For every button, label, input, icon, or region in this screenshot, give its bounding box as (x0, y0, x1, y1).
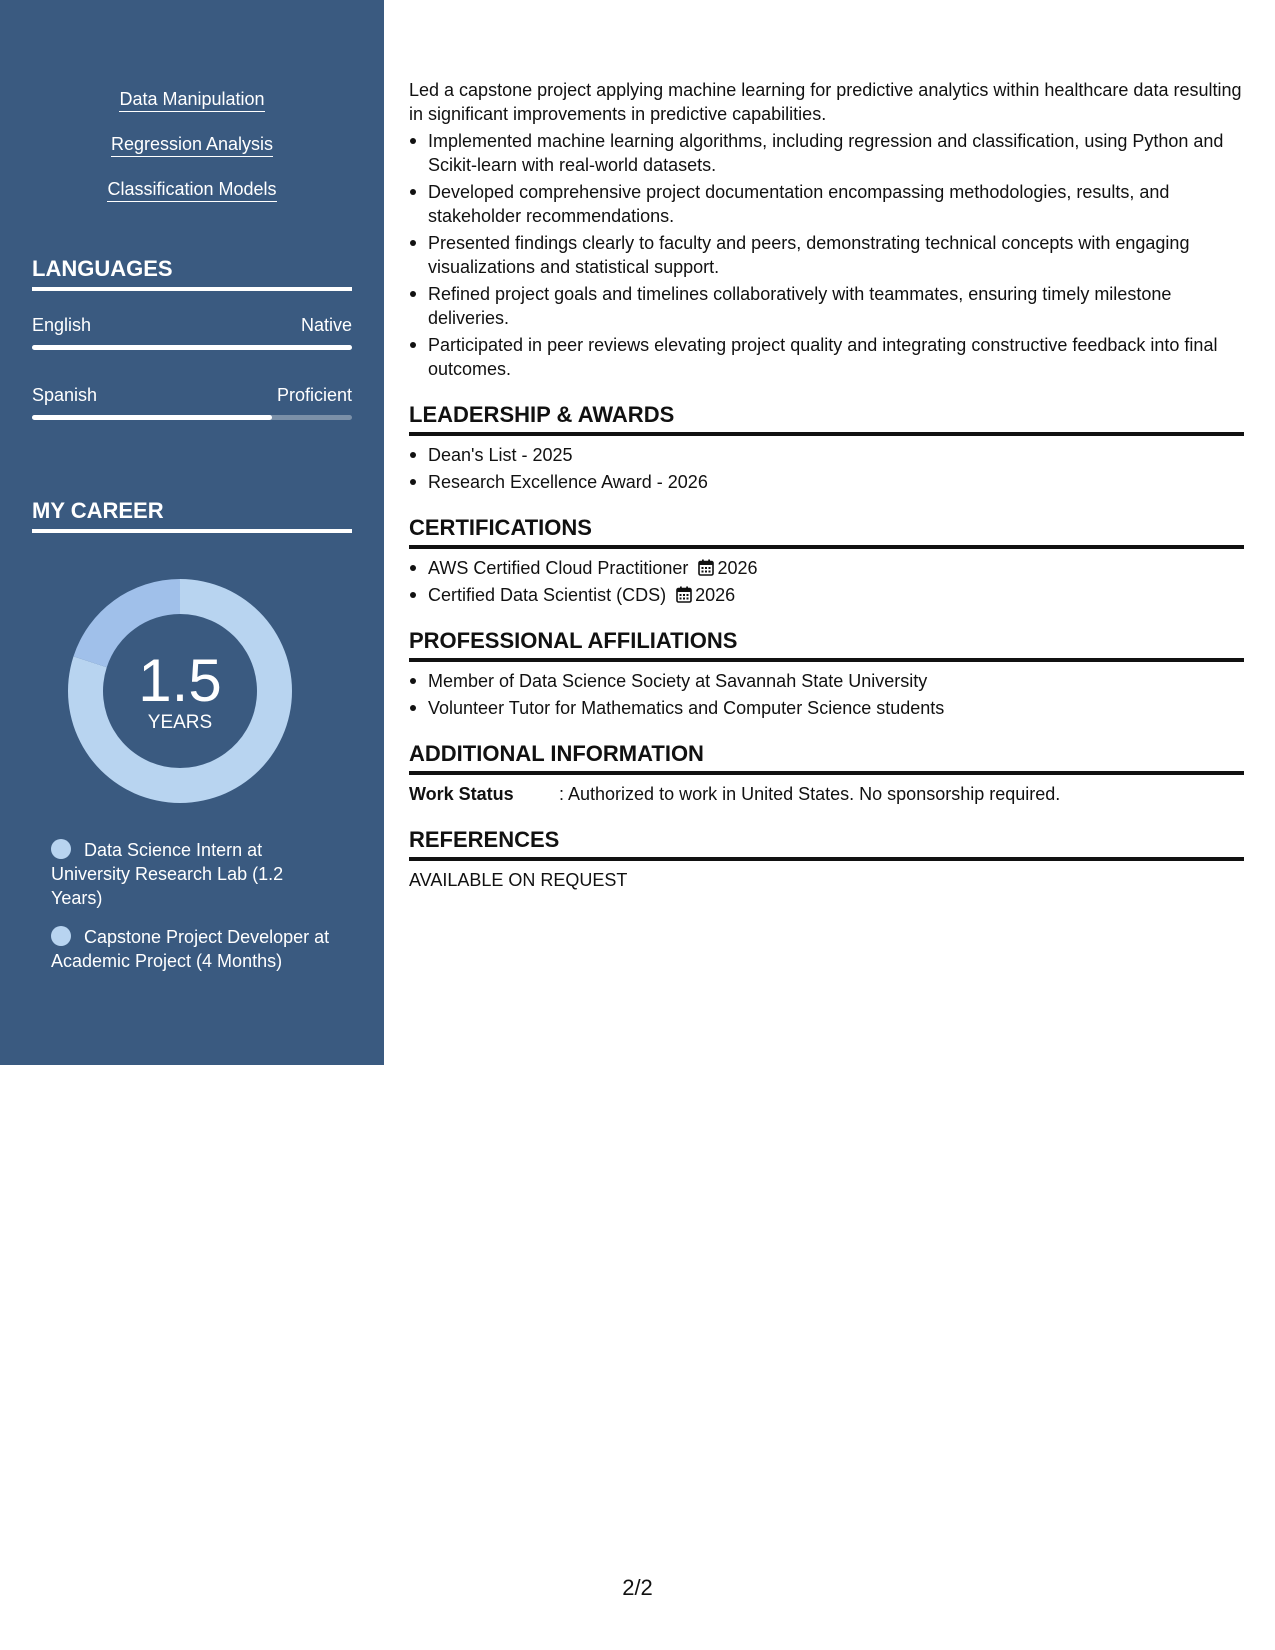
language-row (32, 384, 352, 406)
skill-tag: Classification Models (107, 178, 276, 202)
career-total-unit: YEARS (147, 712, 213, 733)
work-status-row (409, 782, 1244, 806)
career-legend-dot (51, 926, 71, 946)
skill-tag: Data Manipulation (119, 88, 264, 112)
section-title-additional: ADDITIONAL INFORMATION (409, 740, 1244, 775)
career-legend-dot (51, 839, 71, 859)
affiliations-list (409, 669, 1244, 720)
page-number: 2/2 (622, 1575, 653, 1600)
language-name: Spanish (32, 385, 98, 405)
career-item-label: Capstone Project Developer at Academic Project (4 Months) (51, 927, 330, 971)
certification-year: 2026 (717, 558, 758, 578)
list-item: Presented findings clearly to faculty and peers, demonstrating technical concepts with engaging visualizations and statistical support. (409, 231, 1244, 279)
career-item (51, 925, 336, 973)
language-level: Native (300, 315, 352, 335)
list-item: Research Excellence Award - 2026 (409, 470, 1244, 494)
list-item: Dean's List - 2025 (409, 443, 1244, 467)
language-proficiency-fill (32, 415, 272, 420)
certification-year: 2026 (695, 585, 736, 605)
main-content (409, 78, 1244, 892)
career-item-label: Data Science Intern at University Research Lab (1.2 Years) (51, 840, 284, 908)
section-title-leadership: LEADERSHIP & AWARDS (409, 401, 1244, 436)
project-bullets (409, 129, 1244, 381)
language-proficiency-bar (32, 415, 352, 420)
certifications-list (409, 556, 1244, 607)
certification-name: Certified Data Scientist (CDS) (428, 585, 667, 605)
project-summary: Led a capstone project applying machine learning for predictive analytics within healthcare data resulting in significant improvements in predictive capabilities. (409, 80, 1242, 124)
skills-list (32, 88, 352, 223)
list-item: Refined project goals and timelines collaboratively with teammates, ensuring timely milestone deliveries. (409, 282, 1244, 330)
list-item: Implemented machine learning algorithms, including regression and classification, using Python and Scikit-learn with real-world datasets. (409, 129, 1244, 177)
languages-heading: LANGUAGES (32, 256, 352, 291)
section-title-certifications: CERTIFICATIONS (409, 514, 1244, 549)
list-item: Member of Data Science Society at Savannah State University (409, 669, 1244, 693)
calendar-icon (698, 559, 714, 576)
list-item: Volunteer Tutor for Mathematics and Computer Science students (409, 696, 1244, 720)
list-item: Developed comprehensive project documentation encompassing methodologies, results, and stakeholder recommendations. (409, 180, 1244, 228)
section-title-references: REFERENCES (409, 826, 1244, 861)
sidebar (0, 0, 384, 1065)
career-total-value: 1.5 (138, 647, 222, 714)
list-item: Participated in peer reviews elevating project quality and integrating constructive feedback into final outcomes. (409, 333, 1244, 381)
references-text: AVAILABLE ON REQUEST (409, 870, 628, 890)
language-row (32, 314, 352, 336)
career-heading: MY CAREER (32, 498, 352, 533)
list-item (409, 556, 1244, 580)
list-item (409, 583, 1244, 607)
work-status-value: : Authorized to work in United States. No sponsorship required. (559, 784, 1061, 804)
skill-tag: Regression Analysis (111, 133, 273, 157)
section-title-affiliations: PROFESSIONAL AFFILIATIONS (409, 627, 1244, 662)
language-proficiency-fill (32, 345, 352, 350)
leadership-list (409, 443, 1244, 494)
career-item (51, 838, 336, 910)
language-level: Proficient (276, 385, 352, 405)
language-name: English (32, 315, 92, 335)
work-status-label: Work Status (409, 784, 514, 804)
language-proficiency-bar (32, 345, 352, 350)
certification-name: AWS Certified Cloud Practitioner (428, 558, 689, 578)
calendar-icon (676, 586, 692, 603)
